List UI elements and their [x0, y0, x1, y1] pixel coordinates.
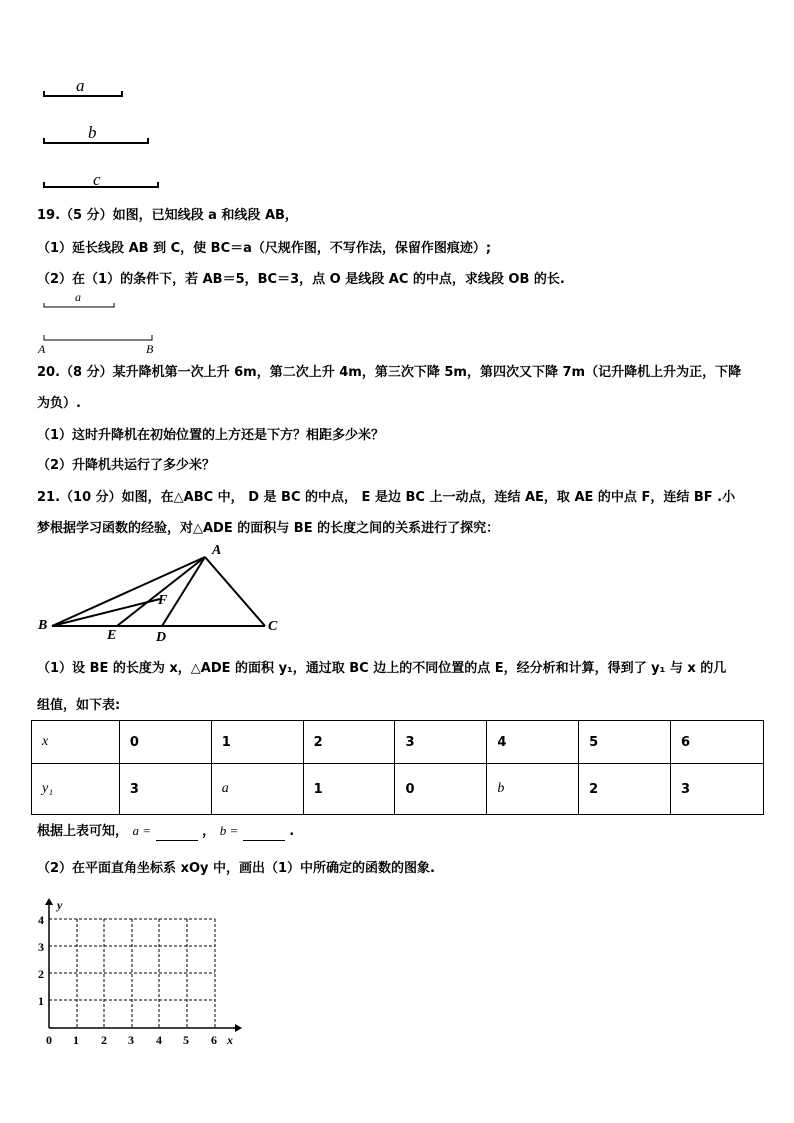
table-cell: 4 [487, 721, 579, 764]
q21-part1-line1: （1）设 BE 的长度为 x，△ADE 的面积 y₁，通过取 BC 边上的不同位置的点 E，经分析和计算，得到了 y₁ 与 x 的几 [37, 661, 727, 676]
q21-line1: 21.（10 分）如图，在△ABC 中， D 是 BC 的中点， E 是边 BC 上一动点，连结 AE，取 AE 的中点 F，连结 BF .小 [37, 490, 736, 505]
grid-y-tick: 4 [38, 913, 44, 927]
table-cell: 2 [303, 721, 395, 764]
grid-x-tick: 0 [46, 1033, 52, 1047]
q19-point-b-label: B [146, 342, 154, 356]
fill-end: . [289, 824, 295, 839]
triangle-label-e: E [107, 628, 117, 643]
fill-b-label: b = [219, 823, 239, 838]
table-cell: 3 [119, 764, 211, 815]
grid-x-tick: 5 [183, 1033, 189, 1047]
segment-c-label: c [93, 170, 101, 189]
grid-x-axis-label: x [227, 1033, 233, 1047]
q19-point-a-label: A [38, 342, 46, 356]
table-cell: 3 [671, 764, 764, 815]
q21-line2: 梦根据学习函数的经验，对△ADE 的面积与 BE 的长度之间的关系进行了探究： [37, 521, 500, 536]
grid-y-tick: 2 [38, 967, 44, 981]
table-row-label: x [32, 721, 120, 764]
fill-prefix: 根据上表可知， [37, 824, 129, 839]
q21-part1-line2: 组值，如下表: [37, 698, 121, 713]
q19-title: 19.（5 分）如图，已知线段 a 和线段 AB， [37, 208, 298, 223]
grid-x-tick: 6 [211, 1033, 217, 1047]
grid-y-tick: 1 [38, 994, 44, 1008]
table-cell: 5 [579, 721, 671, 764]
q19-figure [0, 290, 200, 360]
grid-x-tick: 3 [128, 1033, 134, 1047]
table-row-x [32, 721, 764, 764]
blank-b[interactable] [243, 826, 285, 841]
triangle-label-c: C [268, 619, 278, 634]
values-table [31, 720, 764, 815]
fill-a-label: a = [132, 823, 152, 838]
triangle-label-a: A [212, 543, 222, 558]
table-cell: 1 [211, 721, 303, 764]
grid-x-tick: 4 [156, 1033, 162, 1047]
triangle-label-d: D [156, 630, 167, 645]
table-cell: 1 [303, 764, 395, 815]
segment-b-label: b [88, 123, 97, 142]
table-cell: a [211, 764, 303, 815]
q20-part2: （2）升降机共运行了多少米？ [37, 458, 216, 473]
q20-line2: 为负）. [37, 396, 81, 411]
fill-in-line [37, 822, 294, 841]
q20-line1: 20.（8 分）某升降机第一次上升 6m，第二次上升 4m，第三次下降 5m，第四次又下降 7m（记升降机上升为正，下降 [37, 365, 742, 380]
segment-figures [0, 0, 794, 200]
table-cell: 0 [395, 764, 487, 815]
table-row-y1 [32, 764, 764, 815]
table-cell: 2 [579, 764, 671, 815]
q19-part1: （1）延长线段 AB 到 C，使 BC＝a（尺规作图，不写作法，保留作图痕迹）; [37, 241, 492, 256]
triangle-label-b: B [38, 618, 48, 633]
q19-part2: （2）在（1）的条件下，若 AB＝5，BC＝3，点 O 是线段 AC 的中点，求线段 OB 的长. [37, 272, 565, 287]
table-cell: 3 [395, 721, 487, 764]
table-cell: b [487, 764, 579, 815]
coordinate-grid [30, 895, 250, 1055]
q20-part1: （1）这时升降机在初始位置的上方还是下方？相距多少米？ [37, 428, 385, 443]
grid-x-tick: 2 [101, 1033, 107, 1047]
grid-x-tick: 1 [73, 1033, 79, 1047]
table-cell: 6 [671, 721, 764, 764]
table-row-label: y₁ [32, 764, 120, 815]
blank-a[interactable] [156, 826, 198, 841]
triangle-label-f: F [158, 593, 168, 608]
q21-part2: （2）在平面直角坐标系 xOy 中，画出（1）中所确定的函数的图象. [37, 861, 435, 876]
grid-y-axis-label: y [57, 898, 63, 912]
q19-seg-a-label: a [75, 290, 81, 304]
grid-y-tick: 3 [38, 940, 44, 954]
table-cell: 0 [119, 721, 211, 764]
segment-a-label: a [76, 76, 85, 95]
fill-sep: ， [202, 824, 216, 839]
